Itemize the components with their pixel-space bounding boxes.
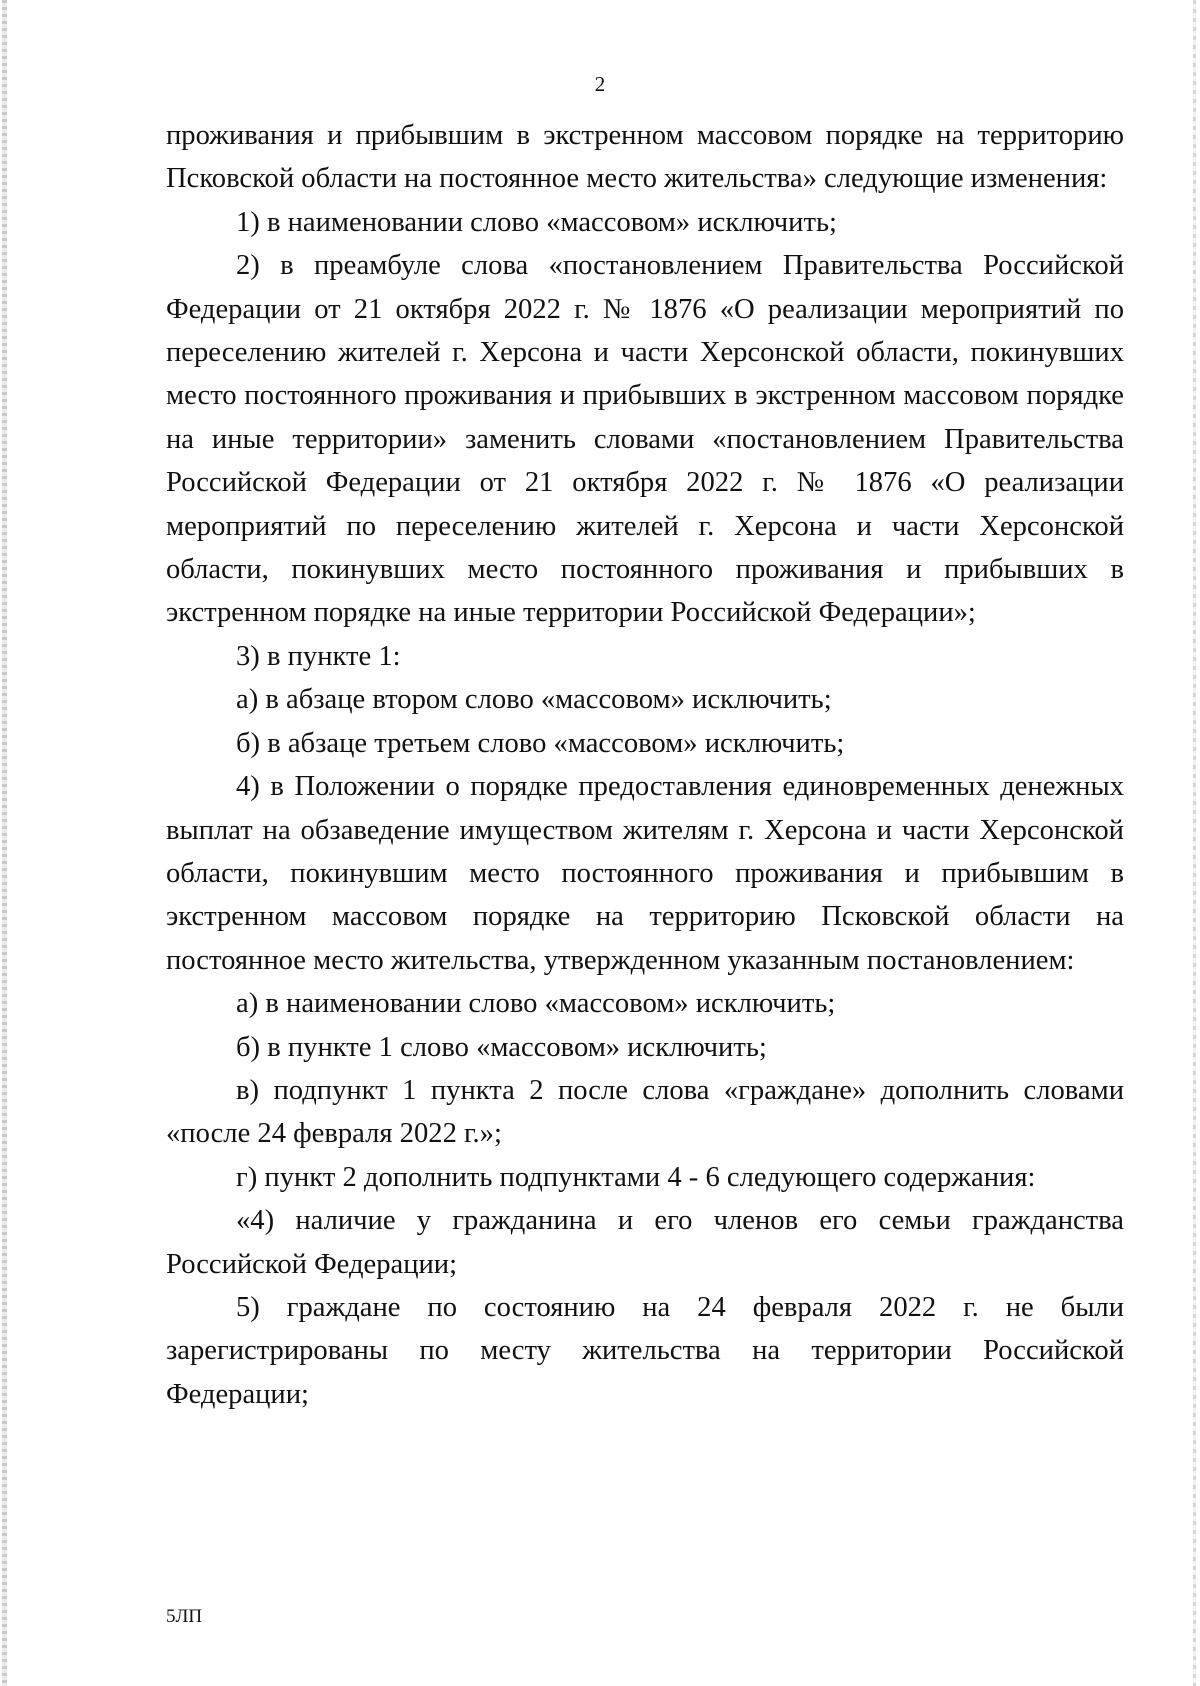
- paragraph-item-4a: а) в наименовании слово «массовом» исключить;: [236, 988, 836, 1020]
- scan-edge-left: [2, 0, 7, 1686]
- paragraph-subitem-5: 5) граждане по состоянию на 24 февраля 2022 г. не были зарегистрированы по месту жительства на территории Российской Федерации;: [166, 1291, 1124, 1410]
- paragraph-item-1: 1) в наименовании слово «массовом» исключить;: [236, 206, 837, 238]
- paragraph-item-4g: г) пункт 2 дополнить подпунктами 4 - 6 следующего содержания:: [236, 1161, 1036, 1193]
- footer-code: 5ЛП: [166, 1606, 203, 1627]
- scan-edge-right: [1193, 0, 1196, 1686]
- paragraph-item-4: 4) в Положении о порядке предоставления единовременных денежных выплат на обзаведение имуществом жителям г. Херсона и части Херсонской области, покинувшим место постоянного проживания и прибывшим в экстренном массовом порядке на территорию Псковской области на постоянное место жительства, утвержденном указанным постановлением:: [166, 771, 1124, 976]
- paragraph-item-2: 2) в преамбуле слова «постановлением Правительства Российской Федерации от 21 октября 2022 г. № 1876 «О реализации мероприятий по переселению жителей г. Херсона и части Херсонской области, покинувших место постоянного проживания и прибывших в экстренном массовом порядке на иные территории» заменить словами «постановлением Правительства Российской Федерации от 21 октября 2022 г. № 1876 «О реализации мероприятий по переселению жителей г. Херсона и части Херсонской области, покинувших место постоянного проживания и прибывших в экстренном порядке на иные территории Российской Федерации»;: [166, 250, 1124, 629]
- page-number: 2: [594, 72, 606, 96]
- document-body: [166, 114, 1124, 1416]
- paragraph-continuation: проживания и прибывшим в экстренном массовом порядке на территорию Псковской области на постоянное место жительства» следующие изменения:: [166, 120, 1124, 195]
- paragraph-item-4v: в) подпункт 1 пункта 2 после слова «граждане» дополнить словами «после 24 февраля 2022 г.»;: [166, 1074, 1124, 1150]
- paragraph-item-3a: а) в абзаце втором слово «массовом» исключить;: [236, 684, 832, 716]
- paragraph-item-4b: б) в пункте 1 слово «массовом» исключить;: [236, 1031, 767, 1063]
- paragraph-item-3: 3) в пункте 1:: [236, 640, 401, 672]
- paragraph-item-3b: б) в абзаце третьем слово «массовом» исключить;: [236, 727, 845, 759]
- paragraph-subitem-4: «4) наличие у гражданина и его членов его семьи гражданства Российской Федерации;: [166, 1205, 1124, 1280]
